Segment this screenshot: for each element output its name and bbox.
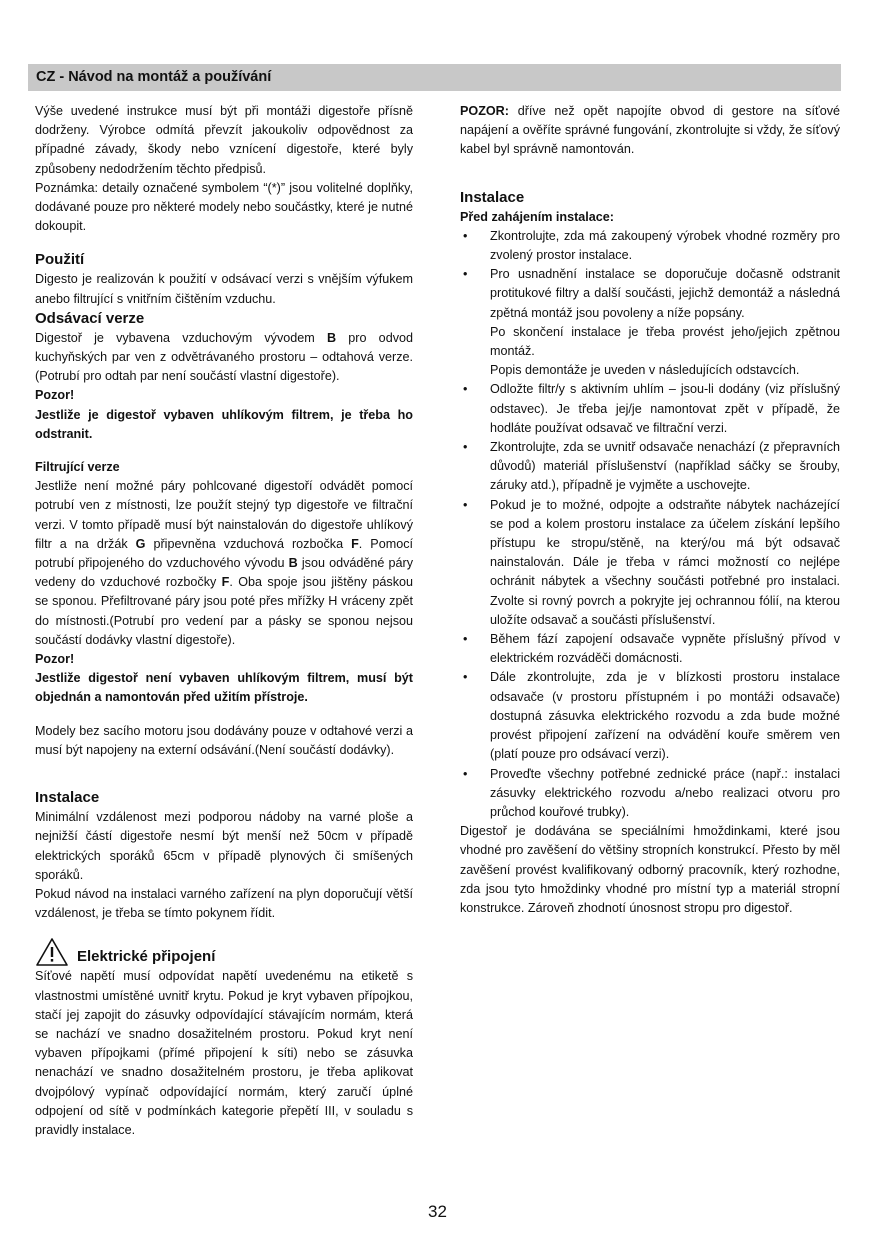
install-paragraph-1: Minimální vzdálenost mezi podporou nádoby na varné ploše a nejnižší částí digestoře nesmí být menší než 50cm v případě elektrických sporáků 65cm v případě plynových či smíšených sporáků.: [35, 810, 413, 882]
extract-heading: Odsávací verze: [35, 309, 145, 327]
section-title: CZ - Návod na montáž a používání: [36, 69, 272, 85]
closing-paragraph: Digestoř je dodávána se speciálními hmoždinkami, které jsou vhodné pro zavěšení do většiny stropních konstrukcí. Přesto by měl zavěšení provést kvalifikovaný odborný pracovník, který rozhodne, zda jsou tyto hmoždinky vhodné pro místní typ a materiál stropní konstrukce. Zároveň zhodnotí únosnost stropu pro digestoř.: [460, 824, 840, 915]
install-checklist: [460, 227, 840, 822]
list-item: • Zkontrolujte, zda se uvnitř odsavače nenachází (z přepravních důvodů) materiál příslušenství (například sáčky se šrouby, záruky atd.), případně je vyjměte a uschovejte.: [460, 438, 840, 496]
list-item-extra: Po skončení instalace je třeba provést jeho/jejich zpětnou montáž.: [490, 324, 840, 359]
use-paragraph: Digesto je realizován k použití v odsávací verzi s vnějším výfukem anebo filtrující s vnitřním čištěním vzduchu.: [35, 272, 413, 306]
list-item: • Zkontrolujte, zda má zakoupený výrobek vhodné rozměry pro zvolený prostor instalace.: [460, 227, 840, 265]
install-paragraph-2: Pokud návod na instalaci varného zařízení na plyn doporučují větší vzdálenost, je třeba se tímto pokynem řídit.: [35, 886, 413, 921]
caution-paragraph: POZOR: dříve než opět napojíte obvod di gestore na síťové napájení a ověříte správné fungování, zkontrolujte si vždy, že síťový kabel byl správně namontován.: [460, 104, 840, 157]
warning-label-1: Pozor!: [35, 388, 75, 403]
extract-paragraph: Digestoř je vybavena vzduchovým vývodem B pro odvod kuchyňských par ven z odvětrávaného prostoru – odtahová verze.(Potrubí pro odtah par není součástí vlastní digestoře).: [35, 330, 413, 384]
note-paragraph: Poznámka: detaily označené symbolem “(*)” jsou volitelné doplňky, dodávané pouze pro některé modely nebo součástky, které je nutné dokoupit.: [35, 180, 413, 234]
list-item-extra: Popis demontáže je uveden v následujících odstavcích.: [490, 363, 800, 378]
warning-label-2: Pozor!: [35, 652, 75, 667]
list-item: • Během fází zapojení odsavače vypněte příslušný přívod v elektrickém rozváděči domácnosti.: [460, 630, 840, 668]
electric-heading: Elektrické připojení: [77, 948, 216, 966]
models-paragraph: Modely bez sacího motoru jsou dodávány pouze v odtahové verzi a musí být napojeny na externí odsávání.(Není součástí dodávky).: [35, 723, 413, 757]
warning-triangle-icon: [35, 937, 69, 967]
warning-text-2: Jestliže digestoř není vybaven uhlíkovým filtrem, musí být objednán a namontován před užitím přístroje.: [35, 671, 413, 705]
install-heading-right: Instalace: [460, 188, 525, 206]
list-item: • Proveďte všechny potřebné zednické práce (např.: instalaci zásuvky elektrického rozvodu a/nebo realizaci otvoru pro průchod kouřové trubky).: [460, 765, 840, 823]
filter-paragraph: Jestliže není možné páry pohlcované digestoří odvádět pomocí potrubí ven z místnosti, lze použít stejný typ digestoře ve filtrační verzi. V tomto případě musí být nainstalován do digestoře uhlíkový filtr a na držák G připevněna vzduchová rozbočka F. Pomocí potrubí připojeného do vzduchového vývodu B jsou odváděné páry vedeny do vzduchové rozbočky F. Oba spoje jsou jištěny páskou se sponou. Přefiltrované páry jsou poté přes mřížky H vráceny zpět do místnosti.(Potrubí pro vedení par a pásky se sponou nejsou součástí dodávky vlastní digestoře).: [35, 479, 413, 647]
use-heading: Použití: [35, 251, 85, 269]
before-install-heading: Před zahájením instalace:: [460, 209, 614, 224]
list-item: • Pro usnadnění instalace se doporučuje dočasně odstranit protitukové filtry a další součásti, jejichž demontáž a následná zpětná montáž jsou povoleny a níže popsány. Po skončení instalace je třeba provést jeho/jejich zpětnou montáž. Popis demontáže je uveden v následujících odstavcích.: [460, 265, 840, 380]
list-item: • Odložte filtr/y s aktivním uhlím – jsou-li dodány (viz příslušný odstavec). Je třeba jej/je namontovat zpět v případě, že hodláte používat odsavač ve filtrační verzi.: [460, 380, 840, 438]
electric-paragraph: Síťové napětí musí odpovídat napětí uvedenému na etiketě s vlastnostmi umístěné uvnitř krytu. Pokud je kryt vybaven přípojkou, stačí jej zapojit do zásuvky odpovídající stávajícím normám, která se nachází ve snadno dosažitelném prostoru. Pokud kryt není vybaven přípojkami (přímé připojení k síti) nebo se zásuvka nenachází ve snadno dosažitelném prostoru, je třeba aplikovat dvojpólový vypínač odpovídající normám, který zaručí úplné odpojení od sítě v podmínkách kategorie přepětí III, v souladu s pravidly instalace.: [35, 969, 413, 1137]
warning-text-1: Jestliže je digestoř vybaven uhlíkovým filtrem, je třeba ho odstranit.: [35, 407, 413, 441]
electric-heading-row: [35, 937, 413, 967]
page-number: 32: [428, 1202, 447, 1221]
right-column: [460, 102, 840, 918]
list-item: • Pokud je to možné, odpojte a odstraňte nábytek nacházející se pod a kolem prostoru instalace za účelem získání lepšího přístupu ke stropu/stěně, na který/ou má být odsavač nainstalován. Dále je třeba v rámci možností co nejlépe ochránit nábytek a všechny součásti potřebné pro instalaci. Zvolte si rovný povrch a pokryjte jej ochrannou fólií, na kterou uložíte odsavač a součásti příslušenství.: [460, 496, 840, 630]
install-heading-left: Instalace: [35, 789, 100, 807]
left-column: [35, 102, 413, 1140]
intro-paragraph: Výše uvedené instrukce musí být při montáži digestoře přísně dodrženy. Výrobce odmítá převzít jakoukoliv odpovědnost za případné závady, škody nebo vznícení digestoře, které byly způsobeny nedodržením těchto předpisů.: [35, 104, 413, 176]
caution-label: POZOR:: [460, 104, 509, 118]
filter-heading: Filtrující verze: [35, 460, 120, 475]
list-item: • Dále zkontrolujte, zda je v blízkosti prostoru instalace odsavače (v prostoru přístupném i po montáži odsavače) dostupná zásuvka elektrického rozvodu a zda bude možné provést připojení zařízení na odvádění kouře směrem ven (platí pouze pro odsávací verzi).: [460, 668, 840, 764]
